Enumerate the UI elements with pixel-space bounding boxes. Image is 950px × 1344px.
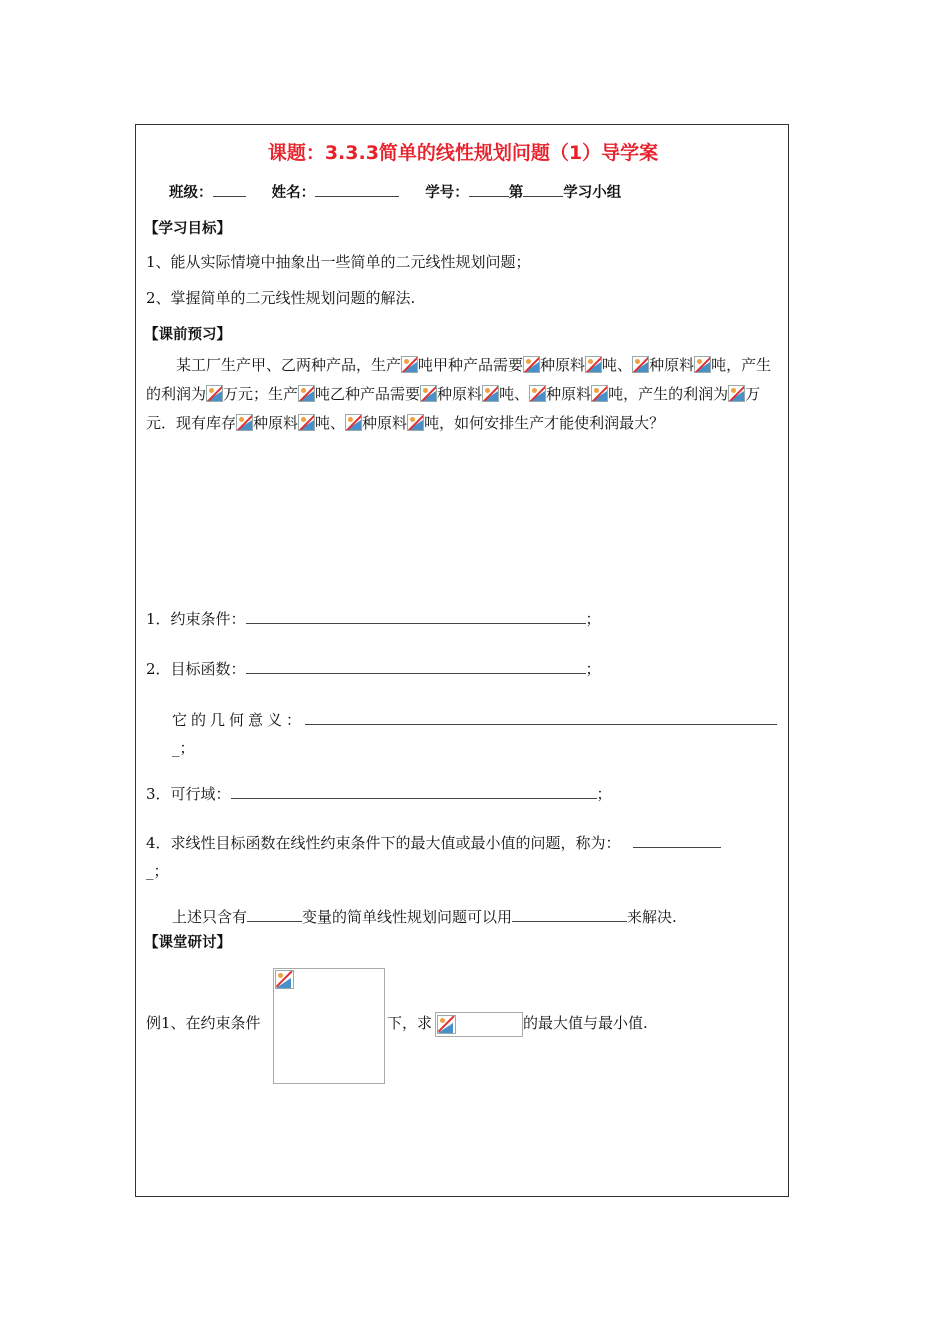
formula-image [728,385,745,402]
goal-item-2: 2、掌握简单的二元线性规划问题的解法. [146,289,416,307]
id-label: 学号： [425,185,469,201]
formula-image [345,414,362,431]
formula-image [523,356,540,373]
goal-item-1: 1、能从实际情境中抽象出一些简单的二元线性规划问题； [146,253,531,271]
group-blank[interactable] [523,182,563,197]
example-1-text: 例1、在约束条件 [146,1014,261,1032]
formula-image [298,414,315,431]
question-2: 2．目标函数： ； [146,660,601,678]
page-title: 课题：3.3.3简单的线性规划问题（1）导学案 [267,142,659,164]
formula-image [298,385,315,402]
formula-image [407,414,424,431]
worksheet-frame [135,124,789,1197]
constraint-system-image [273,968,385,1084]
formula-image [482,385,499,402]
formula-image [401,356,418,373]
question-2b-end: _； [172,739,195,757]
feasible-region-blank[interactable] [231,784,597,799]
group-prefix: 第 [508,185,524,201]
formula-image [694,356,711,373]
id-blank[interactable] [469,182,509,197]
question-4: 4．求线性目标函数在线性约束条件下的最大值或最小值的问题，称为： [146,832,721,853]
formula-image [591,385,608,402]
example-1-end: 的最大值与最小值. [523,1014,648,1032]
question-2b: 它的几何意义： [172,709,777,730]
objective-blank[interactable] [246,659,586,674]
formula-image [236,414,253,431]
formula-image [632,356,649,373]
class-blank[interactable] [213,182,246,197]
student-info-row [169,181,621,202]
formula-image [585,356,602,373]
group-suffix: 学习小组 [563,185,622,201]
class-label: 班级： [169,185,213,201]
objective-function-image [435,1012,523,1037]
meaning-blank[interactable] [305,710,777,725]
summary-line: 上述只含有 变量的简单线性规划问题可以用 来解决. [172,908,677,926]
formula-image [206,385,223,402]
method-blank[interactable] [512,907,627,922]
variable-count-blank[interactable] [247,907,302,922]
problem-paragraph: 某工厂生产甲、乙两种产品，生产 吨甲种产品需要 种原料 吨、 种原料 吨，产生的利润为 万元；生产 吨乙种产品需要 种原料 吨、 种原料 吨，产生的利润为 万元．现有库存 种原料 吨、 种原料 吨，如何安排生产才能使利润最大？ [146,356,772,432]
question-4-end: _； [146,862,169,880]
preview-heading: 【课前预习】 [144,327,231,343]
goals-heading: 【学习目标】 [144,221,231,237]
constraint-blank[interactable] [246,609,586,624]
name-blank[interactable] [315,182,399,197]
example-1-mid: 下，求 [387,1014,433,1032]
question-3: 3．可行域： ； [146,785,612,803]
broken-image-icon [275,970,294,989]
formula-image [529,385,546,402]
term-blank[interactable] [633,833,721,848]
question-1: 1．约束条件： ； [146,610,601,628]
name-label: 姓名： [271,185,316,201]
broken-image-icon [437,1015,456,1034]
classroom-heading: 【课堂研讨】 [144,935,231,951]
formula-image [420,385,437,402]
